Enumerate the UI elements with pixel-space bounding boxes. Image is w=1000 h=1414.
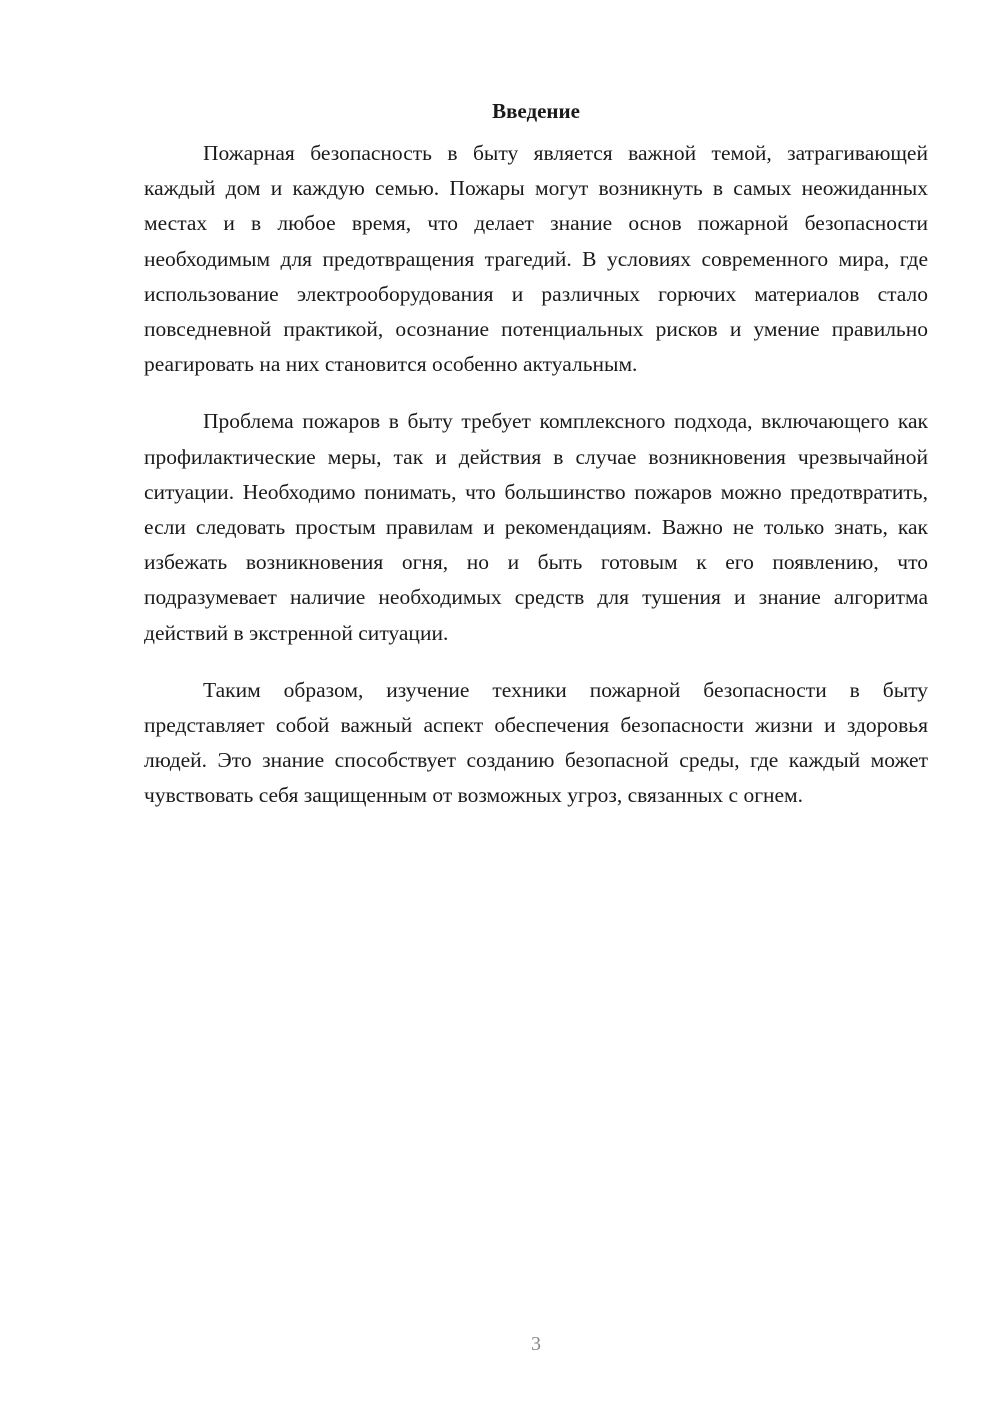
paragraph-1: Пожарная безопасность в быту является важной темой, затрагивающей каждый дом и каждую семью. Пожары могут возникнуть в самых неожиданных местах и в любое время, что делает знание основ пожарной безопасности необходимым для предотвращения трагедий. В условиях современного мира, где использование электрооборудования и различных горючих материалов стало повседневной практикой, осознание потенциальных рисков и умение правильно реагировать на них становится особенно актуальным.	[144, 141, 928, 377]
page-content	[144, 96, 928, 836]
paragraph-2: Проблема пожаров в быту требует комплексного подхода, включающего как профилактические меры, так и действия в случае возникновения чрезвычайной ситуации. Необходимо понимать, что большинство пожаров можно предотвратить, если следовать простым правилам и рекомендациям. Важно не только знать, как избежать возникновения огня, но и быть готовым к его появлению, что подразумевает наличие необходимых средств для тушения и знание алгоритма действий в экстренной ситуации.	[144, 409, 928, 645]
paragraph-3: Таким образом, изучение техники пожарной безопасности в быту представляет собой важный аспект обеспечения безопасности жизни и здоровья людей. Это знание способствует созданию безопасной среды, где каждый может чувствовать себя защищенным от возможных угроз, связанных с огнем.	[144, 677, 928, 808]
section-heading: Введение	[492, 99, 580, 123]
page-number: 3	[531, 1333, 541, 1355]
